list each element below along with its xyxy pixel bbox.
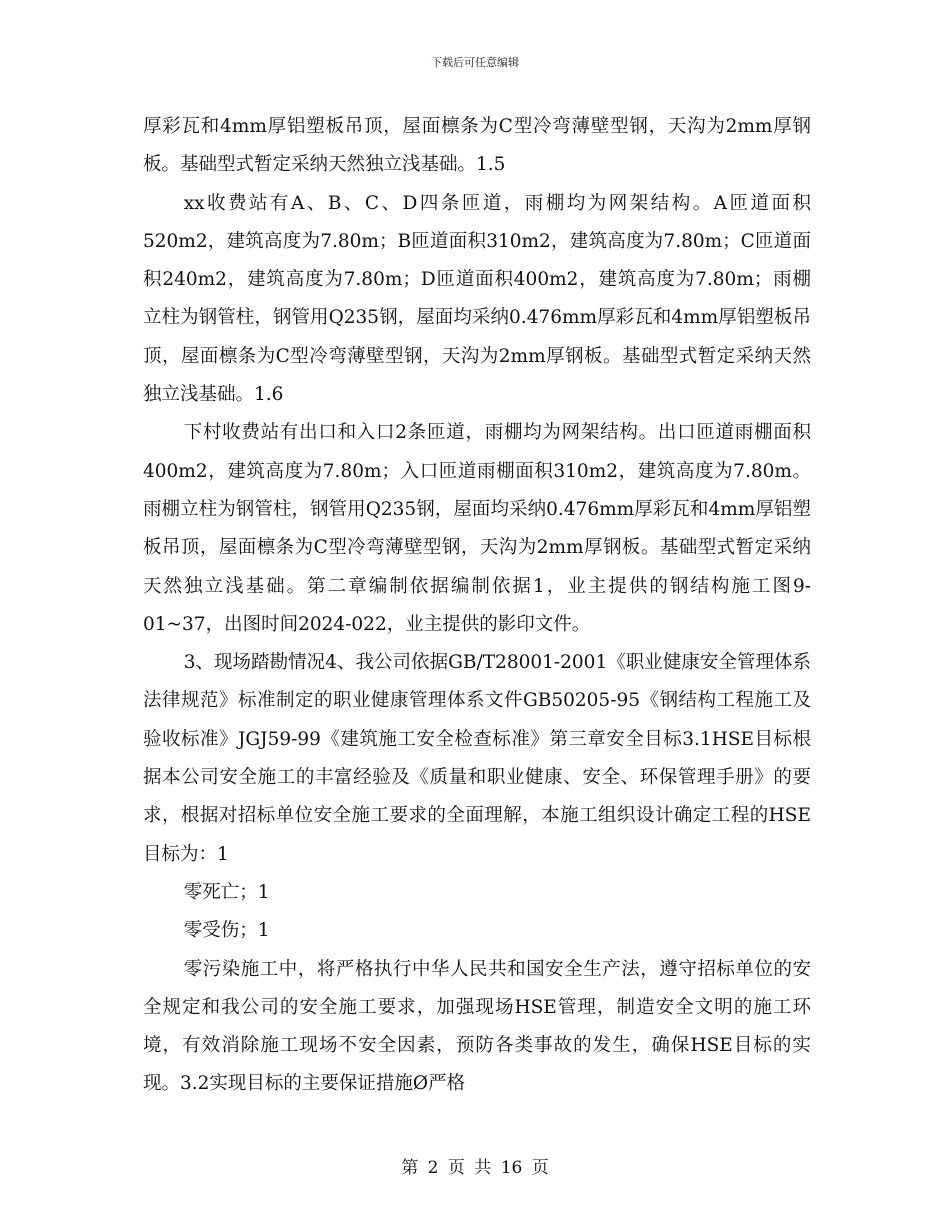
- page-number-footer: 第 2 页 共 16 页: [401, 1158, 549, 1178]
- paragraph-1: 厚彩瓦和4mm厚铝塑板吊顶，屋面檩条为C型冷弯薄壁型钢，天沟为2mm厚钢板。基础型式暂定采纳天然独立浅基础。1.5: [143, 116, 811, 176]
- paragraph-6: 零受伤；1: [183, 920, 270, 942]
- paragraph-5: 零死亡；1: [183, 881, 270, 903]
- paragraph-4: 3、现场踏勘情况4、我公司依据GB/T28001-2001《职业健康安全管理体系法律规范》标准制定的职业健康管理体系文件GB50205-95《钢结构工程施工及验收标准》JGJ59-99《建筑施工安全检查标准》第三章安全目标3.1HSE目标根据本公司安全施工的丰富经验及《质量和职业健康、安全、环保管理手册》的要求，根据对招标单位安全施工要求的全面理解，本施工组织设计确定工程的HSE目标为：1: [143, 652, 811, 865]
- page-header: 下载后可任意编辑: [431, 56, 519, 69]
- document-body: [143, 108, 811, 1118]
- paragraph-3: 下村收费站有出口和入口2条匝道，雨棚均为网架结构。出口匝道雨棚面积400m2，建筑高度为7.80m；入口匝道雨棚面积310m2，建筑高度为7.80m。雨棚立柱为钢管柱，钢管用Q235钢，屋面均采纳0.476mm厚彩瓦和4mm厚铝塑板吊顶，屋面檩条为C型冷弯薄壁型钢，天沟为2mm厚钢板。基础型式暂定采纳天然独立浅基础。第二章编制依据编制依据1，业主提供的钢结构施工图9-01~37，出图时间2024-022，业主提供的影印文件。: [143, 422, 811, 635]
- paragraph-7: 零污染施工中，将严格执行中华人民共和国安全生产法，遵守招标单位的安全规定和我公司的安全施工要求，加强现场HSE管理，制造安全文明的施工环境，有效消除施工现场不安全因素，预防各类事故的发生，确保HSE目标的实现。3.2实现目标的主要保证措施Ø严格: [143, 958, 811, 1095]
- paragraph-2: xx收费站有A、B、C、D四条匝道，雨棚均为网架结构。A匝道面积520m2，建筑高度为7.80m；B匝道面积310m2，建筑高度为7.80m；C匝道面积240m2，建筑高度为7.80m；D匝道面积400m2，建筑高度为7.80m；雨棚立柱为钢管柱，钢管用Q235钢，屋面均采纳0.476mm厚彩瓦和4mm厚铝塑板吊顶，屋面檩条为C型冷弯薄壁型钢，天沟为2mm厚钢板。基础型式暂定采纳天然独立浅基础。1.6: [143, 192, 811, 406]
